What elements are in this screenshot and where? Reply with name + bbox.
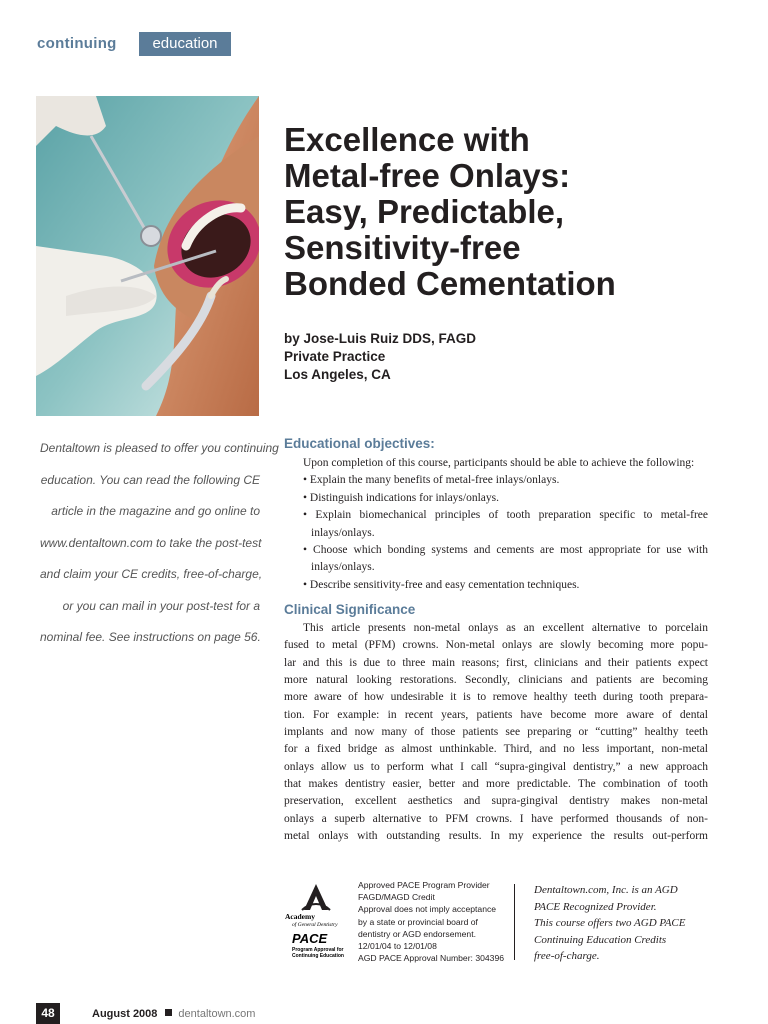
agd-provider-note (534, 882, 734, 965)
section-label-continuing: continuing (37, 35, 117, 52)
approval-line: AGD PACE Approval Number: 304396 (358, 953, 505, 964)
byline (284, 330, 476, 384)
sidebar-line: education. You can read the following CE (40, 472, 260, 487)
body-line: more natural looking restorations. Secondly, clinicians and patients are becoming (284, 674, 708, 687)
approval-line: 12/01/04 to 12/01/08 (358, 941, 437, 952)
objectives-section (284, 455, 708, 594)
clinical-body (284, 620, 708, 845)
logo-agd-text: of General Dentistry (292, 922, 338, 928)
body-line: for a fixed bridge as almost unthinkable. Third, and no less important, non-metal (284, 743, 708, 756)
logo-pace-text: PACE (292, 931, 328, 946)
square-bullet-icon (165, 1009, 172, 1016)
sidebar-line: article in the magazine and go online to (51, 504, 260, 518)
body-line: more aware of how undesirable it is to remove healthy teeth during tooth prepara- (284, 691, 708, 704)
title-line: Metal-free Onlays: (284, 157, 571, 194)
title-line: Easy, Predictable, (284, 193, 565, 230)
body-line: onlays a superb alternative to PFM crowns. I have performed thousands of non- (284, 812, 708, 825)
page-number: 48 (36, 1003, 60, 1024)
approval-line: FAGD/MAGD Credit (358, 892, 435, 903)
body-line: onlays allow us to perform what I call “supra-gingival dentistry,” a new approach (284, 760, 708, 773)
sidebar-line: nominal fee. See instructions on page 56. (40, 630, 261, 644)
objective-item: • Choose which bonding systems and cements are most appropriate for use with inlays/onlays. (284, 542, 708, 577)
agd-pace-logo (284, 880, 364, 960)
author-location: Los Angeles, CA (284, 367, 391, 382)
approval-line: Approval does not imply acceptance (358, 904, 497, 915)
body-line: lar and this is due to three main reasons; first, clinicians and their patients expect (284, 656, 708, 669)
objective-item: • Distinguish indications for inlays/onlays. (284, 490, 708, 507)
agd-line: Dentaltown.com, Inc. is an AGD (534, 884, 678, 896)
objective-item: • Describe sensitivity-free and easy cementation techniques. (284, 577, 708, 594)
sidebar-line: or you can mail in your post-test for a (62, 598, 260, 613)
objectives-heading: Educational objectives: (284, 436, 435, 451)
body-line: metal onlays with outstanding results. In my experience the results out-perform (284, 830, 708, 843)
objectives-intro: Upon completion of this course, participants should be able to achieve the following: (303, 457, 695, 469)
sidebar-line: Dentaltown is pleased to offer you continuing (40, 441, 279, 455)
agd-line: This course offers two AGD PACE (534, 917, 686, 929)
objective-item: • Explain the many benefits of metal-free inlays/onlays. (284, 472, 708, 489)
objective-item: • Explain biomechanical principles of tooth preparation specific to metal-free inlays/onlays. (284, 507, 708, 542)
divider (514, 884, 515, 960)
title-line: Excellence with (284, 121, 530, 158)
author-practice: Private Practice (284, 349, 386, 364)
approval-line: by a state or provincial board of (358, 916, 478, 927)
author-name: by Jose-Luis Ruiz DDS, FAGD (284, 331, 477, 346)
objectives-list (284, 472, 708, 594)
body-line: implants and now many of those patients see preparing or “cutting” healthy teeth (284, 726, 708, 739)
pace-approval-text (358, 879, 508, 964)
issue-date: August 2008 (92, 1008, 158, 1020)
agd-line: Continuing Education Credits (534, 933, 667, 946)
ce-sidebar-note (40, 433, 279, 654)
logo-sub1-text: Program Approval for (292, 947, 344, 953)
body-line: tion. For example: in recent years, patients have become more aware of dental (284, 708, 708, 721)
clinical-heading: Clinical Significance (284, 602, 416, 617)
sidebar-line: www.dentaltown.com to take the post-test (40, 535, 262, 550)
agd-line: PACE Recognized Provider. (534, 900, 657, 913)
logo-academy-text: Academy (285, 912, 315, 921)
article-title (284, 122, 734, 302)
body-line: This article presents non-metal onlays as an excellent alternative to porcelain (303, 622, 708, 634)
body-line: preservation, excellent aesthetics and supra-gingival dentistry makes non-metal (284, 795, 708, 808)
logo-sub2-text: Continuing Education (292, 953, 344, 959)
section-label-education: education (139, 32, 231, 56)
approval-line: Approved PACE Program Provider (358, 880, 490, 890)
title-line: Bonded Cementation (284, 265, 616, 302)
sidebar-line: and claim your CE credits, free-of-charge, (40, 567, 263, 581)
body-line: fused to metal (PFM) crowns. Non-metal onlays are slowly becoming more popu- (284, 639, 708, 652)
page-footer (92, 1008, 255, 1020)
title-line: Sensitivity-free (284, 229, 521, 266)
approval-line: dentistry or AGD endorsement. (358, 928, 476, 939)
agd-line: free-of-charge. (534, 950, 600, 962)
body-line: that makes dentistry easier, better and more predictable. The combination of tooth (284, 778, 708, 791)
dental-photo (36, 96, 259, 416)
site-url: dentaltown.com (178, 1008, 256, 1020)
